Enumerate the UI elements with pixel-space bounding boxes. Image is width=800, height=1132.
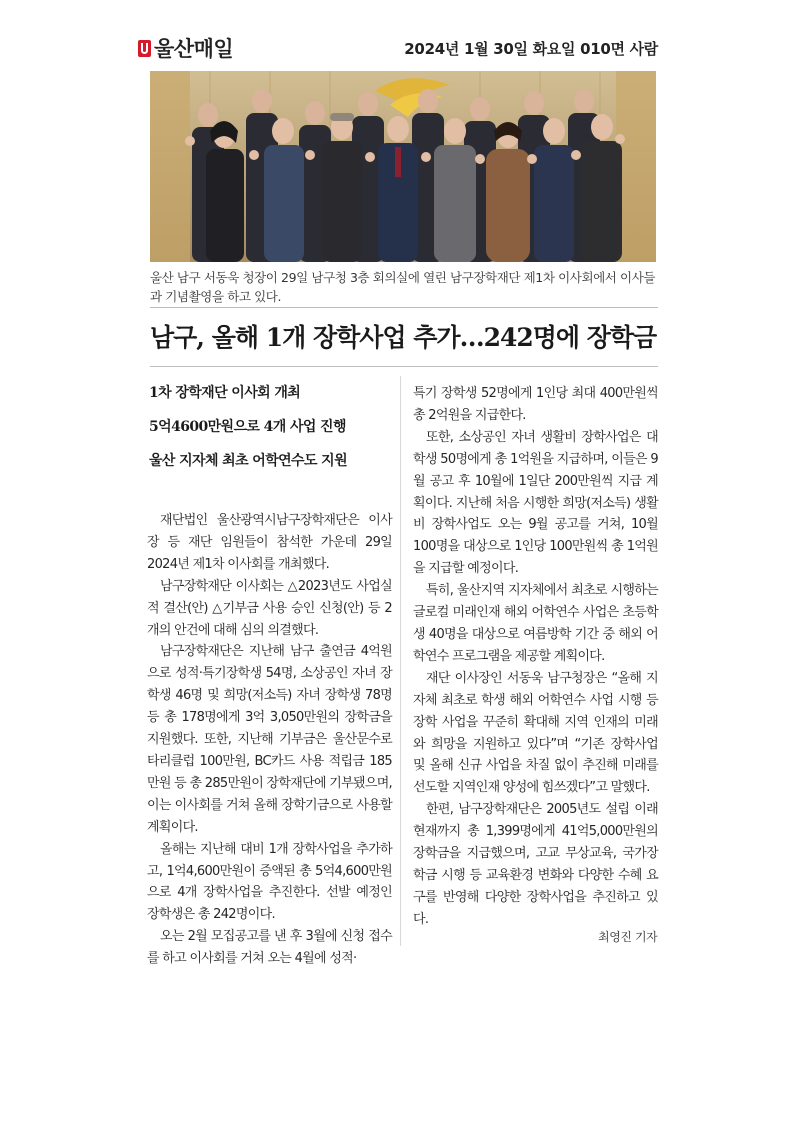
byline: 최영진 기자 <box>598 930 658 944</box>
newspaper-logo[interactable] <box>138 34 233 62</box>
paragraph: 한편, 남구장학재단은 2005년도 설립 이래 현재까지 총 1,399명에게 41억5,000만원의 장학금을 지급했으며, 고교 무상교육, 국가장학금 시행 등 교육환경 변화와 다양한 수혜 요구를 반영해 다양한 장학사업을 추진하고 있다. <box>413 802 658 927</box>
subhead-3: 울산 지자체 최초 어학연수도 지원 <box>149 453 348 469</box>
article-column-right <box>413 383 658 931</box>
column-divider <box>400 376 401 946</box>
logo-mark-icon <box>138 40 151 57</box>
headline-rule-bottom <box>150 366 658 367</box>
photo-caption: 울산 남구 서동욱 청장이 29일 남구청 3층 회의실에 열린 남구장학재단 제1차 이사회에서 이사들과 기념촬영을 하고 있다. <box>150 270 656 304</box>
paragraph: 오는 2월 모집공고를 낸 후 3월에 신청 접수를 하고 이사회를 거쳐 오는 4월에 성적· <box>147 929 392 967</box>
subheads <box>149 376 389 478</box>
group-photo-icon <box>150 71 656 262</box>
masthead <box>138 34 658 62</box>
issue-info: 2024년 1월 30일 화요일 010면 사람 <box>404 40 658 58</box>
paragraph: 또한, 소상공인 자녀 생활비 장학사업은 대학생 50명에게 총 1억원을 지급하며, 이들은 9월 공고 후 10월에 1일단 200만원씩 지급 계획이다. 지난해 처음 시행한 희망(저소득) 생활비 장학사업도 오는 9월 공고를 거쳐, 10월 100명을 대상으로 1인당 100만원씩 총 1억원을 지급할 예정이다. <box>413 429 658 577</box>
paragraph: 남구장학재단은 지난해 남구 출연금 4억원으로 성적·특기장학생 54명, 소상공인 자녀 장학생 46명 및 희망(저소득) 자녀 장학생 78명 등 총 178명에게 3억 3,050만원의 장학금을 지원했다. 또한, 지난해 기부금은 울산문수로타리클럽 100만원, BC카드 사용 적립금 185만원 등 총 285만원이 장학재단에 기부됐으며, 이는 이사회를 거쳐 올해 장학기금으로 사용할 계획이다. <box>147 644 392 835</box>
logo-text: 울산매일 <box>154 37 234 61</box>
article-photo[interactable] <box>150 71 656 262</box>
subhead-1: 1차 장학재단 이사회 개최 <box>149 385 301 401</box>
paragraph: 올해는 지난해 대비 1개 장학사업을 추가하고, 1억4,600만원이 증액된 총 5억4,600만원으로 4개 장학사업을 추진한다. 선발 예정인 장학생은 총 242명이다. <box>147 841 392 923</box>
paragraph: 남구장학재단 이사회는 △2023년도 사업실적 결산(안) △기부금 사용 승인 신청(안) 등 2개의 안건에 대해 심의 의결했다. <box>147 578 392 638</box>
paragraph: 재단 이사장인 서동욱 남구청장은 “올해 지자체 최초로 학생 해외 어학연수 사업 시행 등 장학 사업을 꾸준히 확대해 지역 인재의 미래와 희망을 지원하고 있다”며 “기존 장학사업 및 올해 신규 사업을 차질 없이 추진해 미래를 선도할 지역인재 양성에 힘쓰겠다”고 말했다. <box>413 670 658 796</box>
article-column-left <box>147 510 392 970</box>
paragraph: 특히, 울산지역 지자체에서 최초로 시행하는 글로컬 미래인재 해외 어학연수 사업은 초등학생 40명을 대상으로 여름방학 기간 중 해외 어학연수 프로그램을 제공할 계획이다. <box>413 583 658 664</box>
paragraph: 재단법인 울산광역시남구장학재단은 이사장 등 재단 임원들이 참석한 가운데 29일 2024년 제1차 이사회를 개최했다. <box>147 513 392 572</box>
subhead-2: 5억4600만원으로 4개 사업 진행 <box>149 419 346 435</box>
paragraph: 특기 장학생 52명에게 1인당 최대 400만원씩 총 2억원을 지급한다. <box>413 386 658 423</box>
headline-rule-top <box>150 307 658 308</box>
article-headline: 남구, 올해 1개 장학사업 추가…242명에 장학금 <box>150 323 657 352</box>
